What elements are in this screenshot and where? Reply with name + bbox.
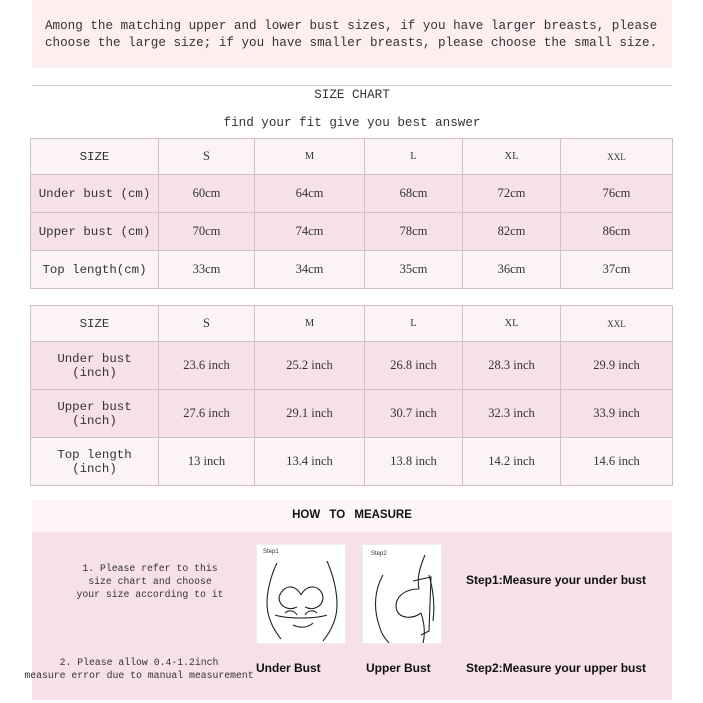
table-cell: 25.2 inch	[255, 342, 365, 390]
size-chart-subtitle: find your fit give you best answer	[223, 116, 481, 130]
row-label-line: Upper bust	[57, 399, 132, 414]
table-cell: 60cm	[159, 175, 255, 213]
header-cell: XL	[463, 306, 561, 342]
table-cell: 14.2 inch	[463, 438, 561, 486]
table-cell: 34cm	[255, 251, 365, 289]
table-cell: 28.3 inch	[463, 342, 561, 390]
step1-illustration	[256, 544, 346, 644]
instruction-line: 2. Please allow 0.4-1.2inch	[59, 657, 219, 668]
row-label-unit: (inch)	[72, 365, 117, 380]
table-row	[31, 438, 673, 486]
size-note-line-2: choose the large size; if you have smaller breasts, please choose the small size.	[45, 36, 658, 50]
row-label: Top length(cm)	[31, 251, 159, 289]
under-bust-label: Under Bust	[256, 661, 321, 675]
table-cell: 36cm	[463, 251, 561, 289]
header-cell: L	[365, 139, 463, 175]
instruction-line: your size according to it	[76, 589, 224, 600]
header-cell: XXL	[561, 306, 673, 342]
row-label: Upper bust (cm)	[31, 213, 159, 251]
instruction-line: size chart and choose	[88, 576, 212, 587]
header-cell: XXL	[561, 139, 673, 175]
size-note-line-1: Among the matching upper and lower bust sizes, if you have larger breasts, please	[45, 19, 658, 33]
row-label	[31, 342, 159, 390]
instruction-1	[50, 562, 250, 601]
size-table-inch	[30, 305, 673, 486]
table-cell: 78cm	[365, 213, 463, 251]
instruction-line: measure error due to manual measurement	[24, 670, 254, 681]
table-cell: 23.6 inch	[159, 342, 255, 390]
row-label-line: Under bust	[57, 351, 132, 366]
size-table-cm	[30, 138, 673, 289]
divider	[32, 85, 672, 86]
step2-tag: Step2	[371, 551, 387, 557]
header-cell: M	[255, 139, 365, 175]
table-cell: 82cm	[463, 213, 561, 251]
step2-description: Step2:Measure your upper bust	[466, 661, 647, 675]
row-label	[31, 438, 159, 486]
instruction-2	[14, 656, 264, 682]
table-cell: 14.6 inch	[561, 438, 673, 486]
size-chart-title: SIZE CHART	[314, 88, 390, 102]
header-cell: SIZE	[31, 306, 159, 342]
step1-description: Step1:Measure your under bust	[466, 573, 647, 587]
table-cell: 70cm	[159, 213, 255, 251]
step2-illustration	[362, 544, 442, 644]
table-row	[31, 213, 673, 251]
table-cell: 13.8 inch	[365, 438, 463, 486]
header-cell: S	[159, 139, 255, 175]
how-to-measure-title: HOW TO MEASURE	[292, 509, 412, 521]
step1-tag: Step1	[263, 549, 279, 555]
table-cell: 13.4 inch	[255, 438, 365, 486]
table-cell: 33.9 inch	[561, 390, 673, 438]
header-cell: L	[365, 306, 463, 342]
table-cell: 68cm	[365, 175, 463, 213]
header-cell: M	[255, 306, 365, 342]
under-bust-figure-icon	[257, 545, 345, 643]
row-label-unit: (inch)	[72, 461, 117, 476]
table-cell: 76cm	[561, 175, 673, 213]
table-cell: 30.7 inch	[365, 390, 463, 438]
row-label: Under bust (cm)	[31, 175, 159, 213]
table-cell: 37cm	[561, 251, 673, 289]
table-cell: 29.9 inch	[561, 342, 673, 390]
table-header-row	[31, 139, 673, 175]
table-cell: 72cm	[463, 175, 561, 213]
header-cell: XL	[463, 139, 561, 175]
table-row	[31, 175, 673, 213]
table-cell: 74cm	[255, 213, 365, 251]
table-cell: 29.1 inch	[255, 390, 365, 438]
table-row	[31, 251, 673, 289]
table-cell: 86cm	[561, 213, 673, 251]
row-label-line: Top length	[57, 447, 132, 462]
row-label-unit: (inch)	[72, 413, 117, 428]
header-cell: SIZE	[31, 139, 159, 175]
table-cell: 27.6 inch	[159, 390, 255, 438]
header-cell: S	[159, 306, 255, 342]
table-cell: 33cm	[159, 251, 255, 289]
upper-bust-label: Upper Bust	[366, 661, 431, 675]
table-cell: 35cm	[365, 251, 463, 289]
instruction-line: 1. Please refer to this	[82, 563, 218, 574]
table-cell: 13 inch	[159, 438, 255, 486]
table-cell: 64cm	[255, 175, 365, 213]
table-cell: 32.3 inch	[463, 390, 561, 438]
table-header-row	[31, 306, 673, 342]
size-note-text	[45, 18, 665, 52]
upper-bust-figure-icon	[363, 545, 441, 643]
table-row	[31, 390, 673, 438]
table-cell: 26.8 inch	[365, 342, 463, 390]
row-label	[31, 390, 159, 438]
table-row	[31, 342, 673, 390]
